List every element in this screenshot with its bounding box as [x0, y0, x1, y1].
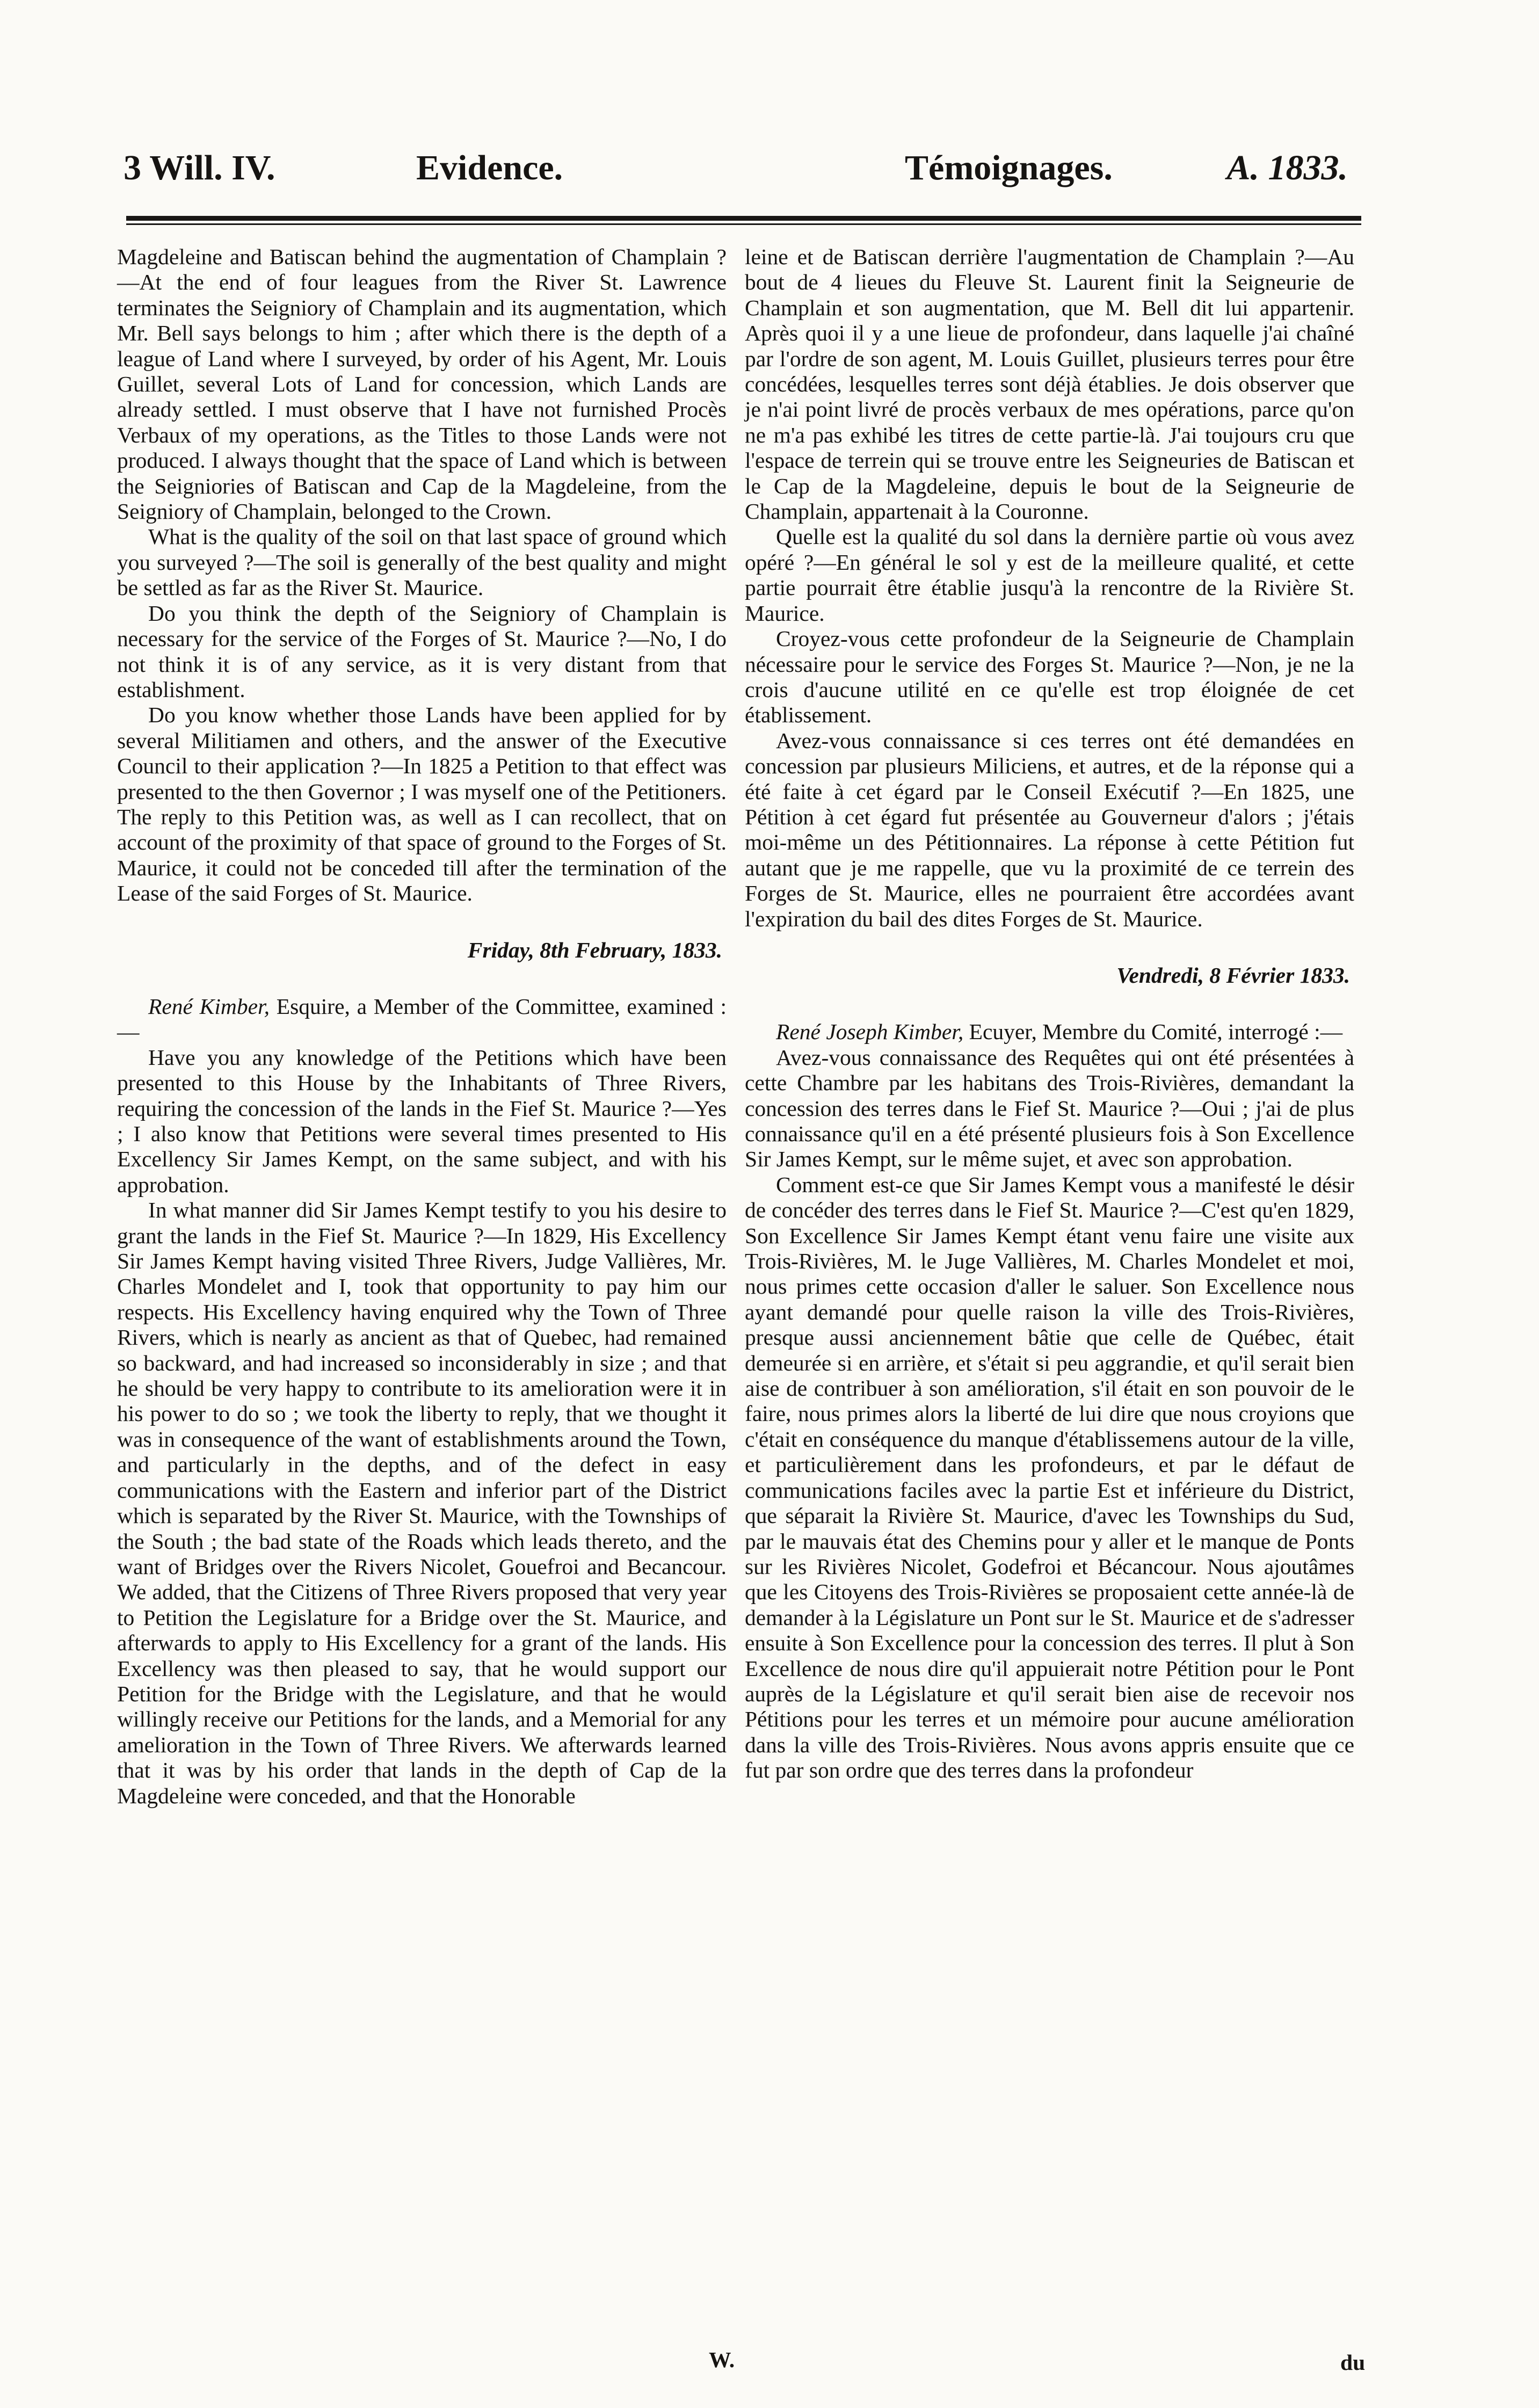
witness-description: Esquire, a Member of the Committee, examined :— [117, 993, 727, 1045]
witness-name: René Kimber, [148, 993, 270, 1019]
witness-description: Ecuyer, Membre du Comité, interrogé :— [963, 1019, 1343, 1045]
left-section-title: Evidence. [416, 148, 563, 187]
witness-intro [745, 1019, 1354, 1045]
session-date: Friday, 8th February, 1833. [467, 937, 722, 962]
english-column [117, 244, 727, 1809]
evidence-paragraph: In what manner did Sir James Kempt testify to you his desire to grant the lands in the Fief St. Maurice ?—In 1829, His Excellency Sir James Kempt having visited Three Rivers, Judge Vallières, Mr. Charles Mondelet and I, took that opportunity to pay him our respects. His Excellency having enquired why the Town of Three Rivers, which is nearly as ancient as that of Quebec, had remained so backward, and had increased so inconsiderably in size ; and that he should be very happy to contribute to its amelioration were it in his power to do so ; we took the liberty to reply, that we thought it was in consequence of the want of establishments around the Town, and particularly in the depths, and of the defect in easy communications with the Eastern and inferior part of the District which is separated by the River St. Maurice, with the Townships of the South ; the bad state of the Roads which leads thereto, and the want of Bridges over the Rivers Nicolet, Gouefroi and Becancour. We added, that the Citizens of Three Rivers proposed that very year to Petition the Legislature for a Bridge over the St. Maurice, and afterwards to apply to His Excellency for a grant of the lands. His Excellency was then pleased to say, that he would support our Petition for the Bridge with the Legislature, and that he would willingly receive our Petitions for the lands, and a Memorial for any amelioration in the Town of Three Rivers. We afterwards learned that it was by his order that lands in the depth of Cap de la Magdeleine were conceded, and that the Honorable [117, 1198, 727, 1808]
witness-name: René Joseph Kimber, [776, 1019, 964, 1045]
evidence-paragraph: Do you think the depth of the Seigniory of Champlain is necessary for the service of the Forges of St. Maurice ?—No, I do not think it is of any service, as it is very distant from that establishment. [117, 600, 727, 702]
evidence-paragraph: What is the quality of the soil on that last space of ground which you surveyed ?—The soil is generally of the best quality and might be settled as far as the River St. Maurice. [117, 524, 727, 600]
session-date: Vendredi, 8 Février 1833. [1116, 962, 1350, 988]
evidence-paragraph: Avez-vous connaissance des Requêtes qui ont été présentées à cette Chambre par les habitans des Trois-Rivières, demandant la concession des terres dans le Fief St. Maurice ?—Oui ; j'ai de plus connaissance qu'il en a été présenté plusieurs fois à Son Excellence Sir James Kempt, sur le même sujet, et avec son approbation. [745, 1045, 1354, 1172]
evidence-paragraph: Croyez-vous cette profondeur de la Seigneurie de Champlain nécessaire pour le service des Forges St. Maurice ?—Non, je ne la crois d'aucune utilité en ce qu'elle est trop éloignée de cet établissement. [745, 626, 1354, 728]
evidence-paragraph: Have you any knowledge of the Petitions which have been presented to this House by the Inhabitants of Three Rivers, requiring the concession of the lands in the Fief St. Maurice ?—Yes ; I also know that Petitions were several times presented to His Excellency Sir James Kempt, on the same subject, and with his approbation. [117, 1045, 727, 1197]
volume-label: 3 Will. IV. [124, 148, 275, 187]
evidence-paragraph: leine et de Batiscan derrière l'augmentation de Champlain ?—Au bout de 4 lieues du Fleuve St. Laurent finit la Seigneurie de Champlain et son augmentation, que M. Bell dit lui appartenir. Après quoi il y a une lieue de profondeur, dans laquelle j'ai chaîné par l'ordre de son agent, M. Louis Guillet, plusieurs terres pour être concédées, lesquelles terres sont déjà établies. Je dois observer que je n'ai point livré de procès verbaux de mes opérations, parce qu'on ne m'a pas exhibé les titres de cette partie-là. J'ai toujours cru que l'espace de terrein qui se trouve entre les Seigneuries de Batiscan et le Cap de la Magdeleine, depuis le bout de la Seigneurie de Champlain, appartenait à la Couronne. [745, 244, 1354, 524]
year-label: A. 1833. [1226, 148, 1348, 187]
evidence-paragraph: Comment est-ce que Sir James Kempt vous a manifesté le désir de concéder des terres dans le Fief St. Maurice ?—C'est qu'en 1829, Son Excellence Sir James Kempt étant venu faire une visite aux Trois-Rivières, M. le Juge Vallières, M. Charles Mondelet et moi, nous primes cette occasion d'aller le saluer. Son Excellence nous ayant demandé pour quelle raison la ville des Trois-Rivières, presque aussi anciennement bâtie que celle de Québec, était demeurée si en arrière, et s'était si peu aggrandie, et qu'il serait bien aise de contribuer à son amélioration, s'il était en son pouvoir de le faire, nous primes alors la liberté de lui dire que nous croyions que c'était en conséquence du manque d'établissemens autour de la ville, et particulièrement dans les profondeurs, et par le défaut de communications faciles avec la partie Est et inférieure du District, que séparait la Rivière St. Maurice, d'avec les Townships du Sud, par le mauvais état des Chemins pour y aller et le manque de Ponts sur les Rivières Nicolet, Godefroi et Bécancour. Nous ajoutâmes que les Citoyens des Trois-Rivières se proposaient cette année-là de demander à la Législature un Pont sur le St. Maurice et de s'adresser ensuite à Son Excellence pour la concession des terres. Il plut à Son Excellence de nous dire qu'il appuierait notre Pétition pour le Pont auprès de la Législature et qu'il serait bien aise de recevoir nos Pétitions pour les terres et un mémoire pour aucune amélioration dans la ville des Trois-Rivières. Nous avons appris ensuite que ce fut par son ordre que des terres dans la profondeur [745, 1172, 1354, 1783]
witness-intro [117, 994, 727, 1045]
header-rule-thick [126, 216, 1361, 221]
catchword-left: W. [709, 2347, 735, 2372]
right-section-title: Témoignages. [905, 148, 1113, 187]
evidence-paragraph: Quelle est la qualité du sol dans la dernière partie où vous avez opéré ?—En général le sol y est de la meilleure qualité, et cette partie pourrait être établie jusqu'à la rencontre de la Rivière St. Maurice. [745, 524, 1354, 626]
evidence-paragraph: Avez-vous connaissance si ces terres ont été demandées en concession par plusieurs Miliciens, et autres, et de la réponse qui a été faite à cet égard par le Conseil Exécutif ?—En 1825, une Pétition à cet égard fut présentée au Gouverneur d'alors ; j'étais moi-même un des Pétitionnaires. La réponse à cette Pétition fut autant que je me rappelle, que vu la proximité de ce terrein des Forges de St. Maurice, elles ne pourraient être accordées avant l'expiration du bail des dites Forges de St. Maurice. [745, 728, 1354, 931]
catchword-right: du [1340, 2350, 1366, 2375]
page-header [124, 148, 1348, 207]
evidence-paragraph: Do you know whether those Lands have been applied for by several Militiamen and others, and the answer of the Executive Council to their application ?—In 1825 a Petition to that effect was presented to the then Governor ; I was myself one of the Petitioners. The reply to this Petition was, as well as I can recollect, that on account of the proximity of that space of ground to the Forges of St. Maurice, it could not be conceded till after the termination of the Lease of the said Forges of St. Maurice. [117, 702, 727, 906]
french-column [745, 244, 1354, 1783]
evidence-paragraph: Magdeleine and Batiscan behind the augmentation of Champlain ?—At the end of four leagues from the River St. Lawrence terminates the Seigniory of Champlain and its augmentation, which Mr. Bell says belongs to him ; after which there is the depth of a league of Land where I surveyed, by order of his Agent, Mr. Louis Guillet, several Lots of Land for concession, which Lands are already settled. I must observe that I have not furnished Procès Verbaux of my operations, as the Titles to those Lands were not produced. I always thought that the space of Land which is between the Seigniories of Batiscan and Cap de la Magdeleine, from the Seigniory of Champlain, belonged to the Crown. [117, 244, 727, 524]
header-rule-thin [126, 223, 1361, 225]
